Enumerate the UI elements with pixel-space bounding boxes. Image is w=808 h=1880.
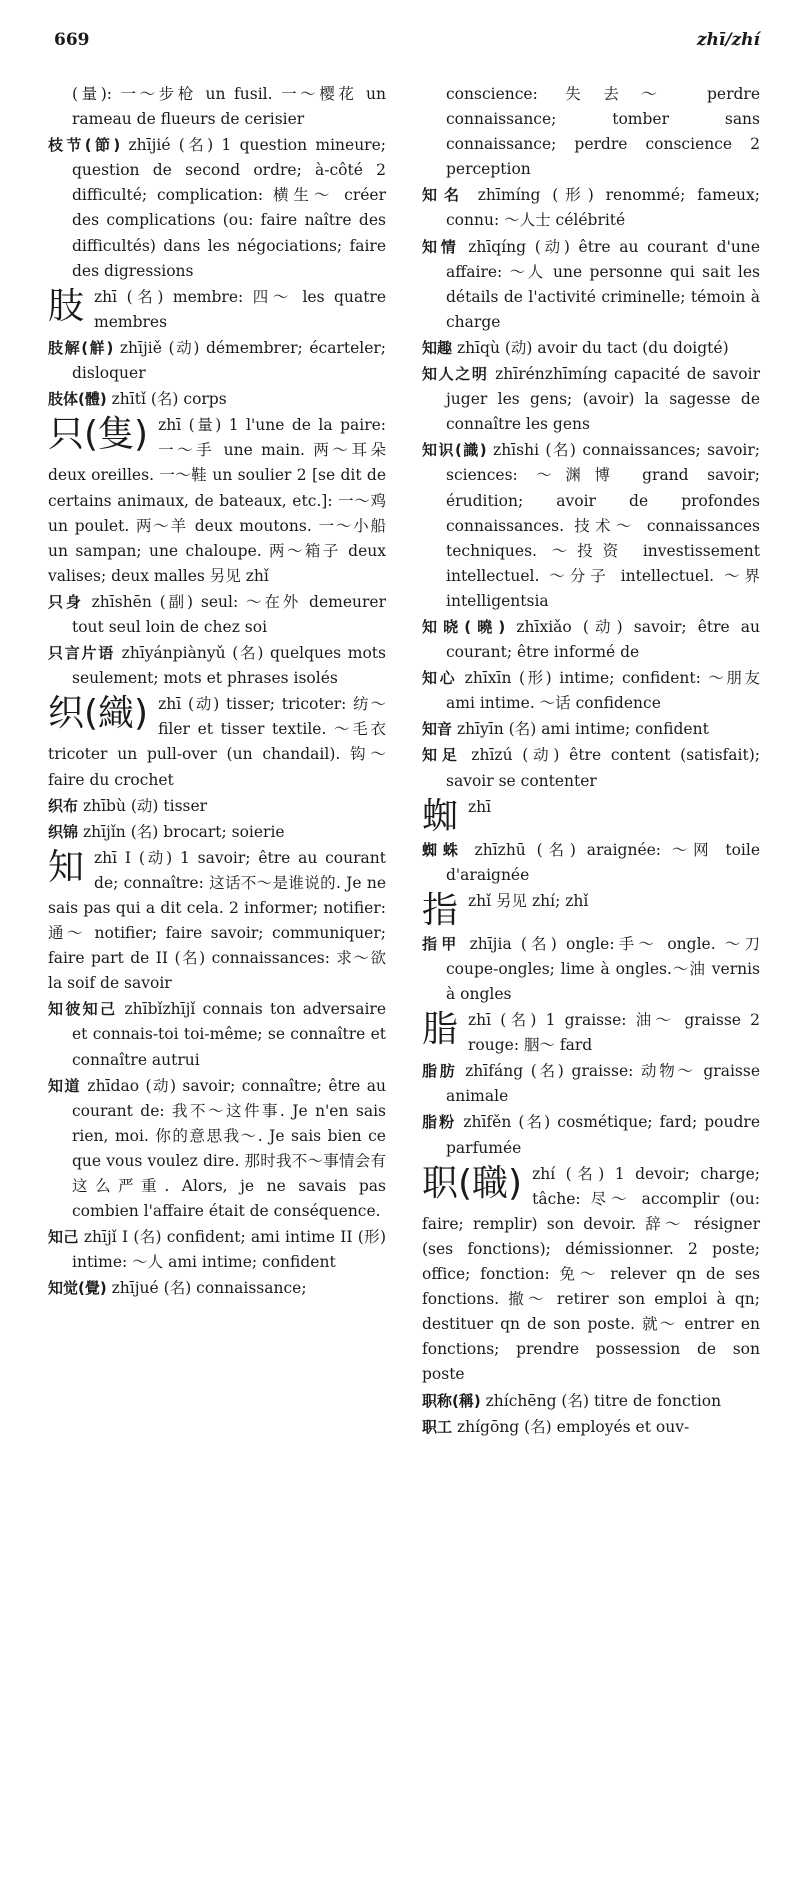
character-entry (48, 846, 386, 997)
entry-text: zhī (468, 797, 492, 816)
dictionary-entry (422, 615, 760, 665)
dictionary-entry (422, 235, 760, 335)
entry-text: zhījué (名) connaissance; (106, 1279, 307, 1298)
dictionary-entry (48, 590, 386, 640)
headword-character: 职(職) (422, 1162, 523, 1204)
character-entry (48, 692, 386, 792)
dictionary-entry (422, 838, 760, 888)
headword: 知彼知己 (48, 1000, 118, 1019)
headword-character: 只(隻) (48, 414, 149, 456)
entry-text: zhījié (名) 1 question mineure; question de second ordre; à-côté 2 difficulté; complication: 横生～ créer des complications (ou: faire naître des difficultés) dans les négociations; faire des digressions (72, 136, 386, 280)
dictionary-entry (422, 666, 760, 716)
entry-continuation (422, 82, 760, 182)
headword-character: 织(織) (48, 693, 149, 735)
entry-text: zhíchēng (名) titre de fonction (480, 1391, 722, 1410)
dictionary-entry (422, 1389, 760, 1414)
headword: 职称(稱) (422, 1391, 481, 1410)
entry-text: zhīfáng (名) graisse: 动物～ graisse animale (446, 1062, 760, 1106)
dictionary-entry (48, 387, 386, 412)
headword: 职工 (422, 1417, 453, 1436)
dictionary-entry (48, 133, 386, 284)
entry-text: zhígōng (名) employés et ouv- (452, 1417, 690, 1436)
entry-text: zhīfěn (名) cosmétique; fard; poudre parfumée (446, 1113, 760, 1157)
entry-text: zhīyánpiànyǔ (名) quelques mots seulement; mots et phrases isolés (72, 644, 386, 688)
headword: 知趣 (422, 338, 453, 357)
right-column (422, 82, 760, 1441)
dictionary-entry (422, 1110, 760, 1160)
character-entry (48, 285, 386, 335)
headword: 知名 (422, 186, 466, 205)
entry-text: zhībù (动) tisser (78, 796, 208, 815)
entry-text: zhīshi (名) connaissances; savoir; sciences: ～渊博 grand savoir; érudition; avoir de profondes connaissances. 技术～ connaissances techniques. ～投资 investissement intellectuel. ～分子 intellectuel. ～界 intelligentsia (446, 441, 760, 610)
headword: 知己 (48, 1228, 79, 1247)
entry-text: zhīxīn (形) intime; confident: ～朋友 ami intime. ～话 confidence (446, 669, 760, 713)
left-column (48, 82, 386, 1303)
headword: 知足 (422, 746, 462, 765)
headword: 织布 (48, 796, 79, 815)
entry-text: zhīmíng (形) renommé; fameux; connu: ～人士 célébrité (446, 186, 760, 230)
dictionary-entry (422, 743, 760, 793)
headword: 指甲 (422, 934, 461, 953)
entry-text: zhīrénzhīmíng capacité de savoir juger les gens; (avoir) la sagesse de connaître les gens (446, 365, 760, 434)
headword: 肢解(觧) (48, 338, 114, 357)
headword-character: 指 (422, 889, 459, 931)
dictionary-entry (48, 1276, 386, 1301)
character-entry (48, 413, 386, 589)
headword: 知音 (422, 720, 453, 739)
entry-text: zhī (量) 1 l'une de la paire: 一～手 une main. 两～耳朵 deux oreilles. 一～鞋 un soulier 2 [se dit de certains animaux, de bateaux, etc.]: 一～鸡 un poulet. 两～羊 deux moutons. 一～小船 un sampan; une chaloupe. 两～箱子 deux valises; deux malles 另见 zhǐ (48, 416, 386, 585)
dictionary-entry (48, 1074, 386, 1225)
headword: 蜘蛛 (422, 840, 464, 859)
entry-text: zhī I (动) 1 savoir; être au courant de; connaître: 这话不～是谁说的. Je ne sais pas qui a dit cela. 2 informer; notifier: 通～ notifier; faire savoir; communiquer; faire part de II (名) connaissances: 求～欲 la soif de savoir (48, 848, 386, 993)
headword-character: 脂 (422, 1009, 459, 1051)
character-entry (422, 1008, 760, 1058)
dictionary-entry (422, 336, 760, 361)
dictionary-entry (48, 1225, 386, 1275)
entry-text: zhǐ 另见 zhí; zhǐ (468, 891, 589, 910)
entry-text: zhīzhū (名) araignée: ～网 toile d'araignée (446, 840, 760, 884)
page-number: 669 (54, 30, 90, 50)
headword-character: 知 (48, 846, 85, 888)
entry-text: zhí (名) 1 devoir; charge; tâche: 尽～ accomplir (ou: faire; remplir) son devoir. 辞～ résigner (ses fonctions); démissionner. 2 poste; office; fonction: 免～ relever qn de ses fonctions. 撤～ retirer son emploi à qn; destituer qn de son poste. 就～ entrer en fonctions; prendre possession de son poste (422, 1164, 760, 1384)
dictionary-entry (422, 717, 760, 742)
headword: 知人之明 (422, 365, 489, 384)
headword: 只言片语 (48, 644, 115, 663)
dictionary-entry (422, 932, 760, 1007)
entry-text: zhījǐ I (名) confident; ami intime II (形) intime: ～人 ami intime; confident (72, 1228, 386, 1272)
entry-continuation (48, 82, 386, 132)
headword: 知情 (422, 237, 460, 256)
headword: 脂肪 (422, 1062, 458, 1081)
entry-text: zhī (名) membre: 四～ les quatre membres (94, 287, 386, 331)
headword: 只身 (48, 592, 84, 611)
character-entry (422, 1162, 760, 1388)
headword: 知心 (422, 669, 458, 688)
entry-text: zhījiě (动) démembrer; écarteler; disloquer (72, 338, 387, 383)
entry-text: zhībǐzhījǐ connais ton adversaire et connais-toi toi-même; se connaître et connaître autrui (72, 1000, 386, 1069)
dictionary-entry (422, 1415, 760, 1440)
dictionary-entry (422, 438, 760, 614)
entry-text: (量): 一～步枪 un fusil. 一～樱花 un rameau de flueurs de cerisier (72, 85, 386, 129)
character-entry (422, 795, 760, 837)
entry-text: zhījia (名) ongle:手～ ongle. ～刀 coupe-ongles; lime à ongles.～油 vernis à ongles (446, 934, 760, 1003)
headword: 脂粉 (422, 1113, 457, 1132)
headword: 知道 (48, 1076, 81, 1095)
page-header (48, 30, 760, 60)
dictionary-entry (422, 1059, 760, 1109)
headword: 知识(識) (422, 441, 487, 460)
dictionary-entry (48, 794, 386, 819)
dictionary-entry (48, 820, 386, 845)
entry-text: conscience: 失去～ perdre connaissance; tomber sans connaissance; perdre conscience 2 perception (446, 85, 760, 179)
headword-character: 肢 (48, 285, 85, 327)
headword: 知觉(覺) (48, 1279, 107, 1298)
dictionary-entry (48, 336, 386, 386)
entry-text: zhīshēn (副) seul: ～在外 demeurer tout seul loin de chez soi (72, 592, 386, 636)
headword-character: 蜘 (422, 795, 459, 837)
entry-text: zhījǐn (名) brocart; soierie (78, 822, 285, 841)
entry-text: zhītǐ (名) corps (106, 390, 227, 409)
entry-text: zhīqù (动) avoir du tact (du doigté) (452, 338, 729, 357)
running-head: zhī/zhí (696, 30, 760, 50)
headword: 枝节(節) (48, 136, 121, 155)
entry-text: zhīdao (动) savoir; connaître; être au courant de: 我不～这件事. Je n'en sais rien, moi. 你的意思我～. Je sais bien ce que vous voulez dire. 那时我不～事情会有这么严重. Alors, je ne savais pas combien l'affaire était de conséquence. (72, 1076, 386, 1221)
entry-text: zhīxiǎo (动) savoir; être au courant; être informé de (446, 617, 760, 662)
entry-text: zhī (动) tisser; tricoter: 纺～ filer et tisser textile. ～毛衣 tricoter un pull-over (un chandail). 钩～ faire du crochet (48, 695, 386, 789)
dictionary-entry (422, 183, 760, 233)
dictionary-entry (422, 362, 760, 437)
dictionary-entry (48, 641, 386, 691)
character-entry (422, 889, 760, 931)
dictionary-entry (48, 997, 386, 1072)
entry-text: zhī (名) 1 graisse: 油～ graisse 2 rouge: 胭～ fard (468, 1011, 760, 1055)
headword: 织锦 (48, 822, 79, 841)
entry-text: zhīqíng (动) être au courant d'une affaire: ～人 une personne qui sait les détails de l'activité criminelle; témoin à charge (446, 237, 760, 331)
headword: 知晓(曉) (422, 617, 506, 636)
entry-text: zhīyīn (名) ami intime; confident (452, 720, 709, 739)
headword: 肢体(體) (48, 390, 107, 409)
entry-text: zhīzú (动) être content (satisfait); savoir se contenter (446, 746, 760, 790)
